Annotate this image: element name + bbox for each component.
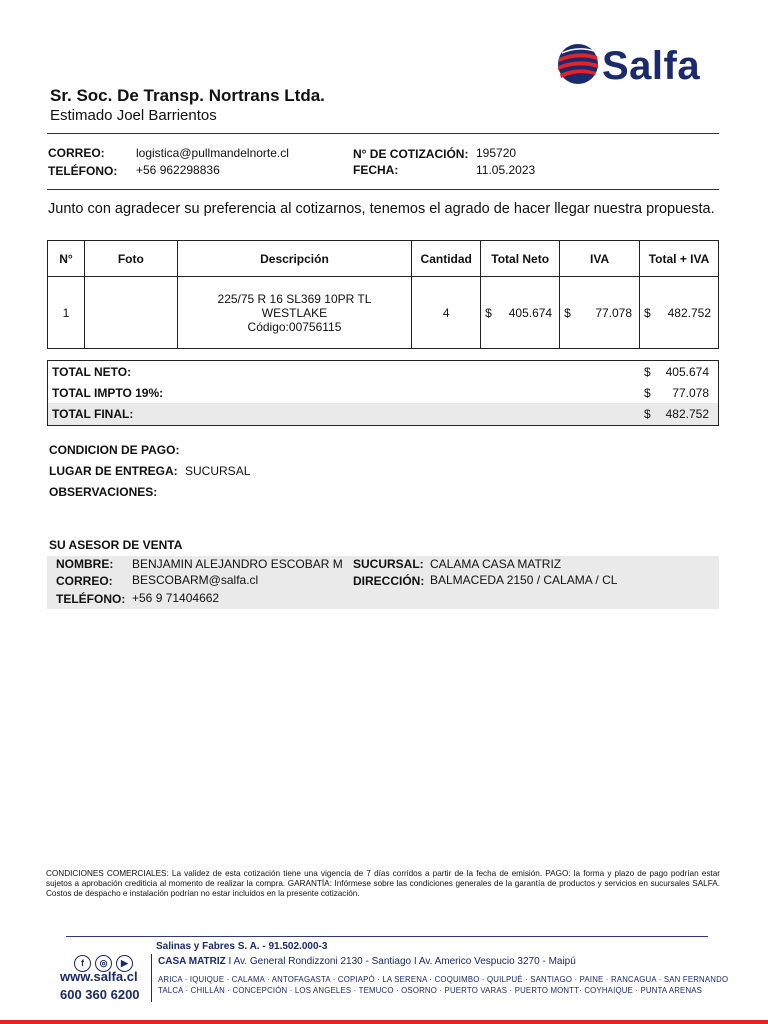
total-impto-row [48, 382, 718, 403]
footer-red-bar [0, 1020, 768, 1024]
cell-total-iva [640, 277, 719, 349]
neto-amount: 405.674 [508, 305, 553, 320]
total-impto-label: TOTAL IMPTO 19%: [52, 385, 164, 400]
totals-box [47, 360, 719, 426]
salfa-globe-icon [556, 42, 600, 86]
advisor-telefono-label: TELÉFONO: [56, 592, 126, 606]
currency-symbol: $ [644, 305, 651, 320]
advisor-nombre-label: NOMBRE: [56, 557, 114, 571]
cotizacion-label: N° DE COTIZACIÓN: [353, 147, 469, 161]
iva-amount: 77.078 [595, 305, 633, 320]
observaciones-label: OBSERVACIONES: [49, 485, 158, 499]
items-table [47, 240, 719, 349]
total-neto-value: 405.674 [665, 364, 709, 379]
divider [47, 133, 719, 134]
salfa-logo [556, 40, 716, 90]
cities-line: ARICA · IQUIQUE · CALAMA · ANTOFAGASTA · COPIAPÓ · LA SERENA · COQUIMBO · QUILPUÉ · SANTIAGO · PAINE · RANCAGUA · SAN FERNANDO [158, 975, 729, 984]
commercial-conditions: CONDICIONES COMERCIALES: La validez de esta cotización tiene una vigencia de 7 días corridos a partir de la fecha de emisión. PAGO: la forma y plazo de pago podrían estar sujetos a aprobación crediticia al momento de realizar la compra. GARANTÍA: Infórmese sobre las condiciones generales de la garantía de productos y servicios en sucursales SALFA. Costos de despacho e instalación podrían no estar incluidos en la presente cotización. [46, 869, 720, 898]
advisor-box [47, 556, 719, 609]
desc-line: 225/75 R 16 SL369 10PR TL [217, 291, 372, 306]
table-header-row [48, 241, 719, 277]
total-final-label: TOTAL FINAL: [52, 407, 134, 421]
observaciones [49, 485, 157, 499]
company-legal: Salinas y Fabres S. A. - 91.502.000-3 [156, 941, 328, 952]
telefono-value: +56 962298836 [136, 163, 220, 177]
casa-matriz-text: I Av. General Rondizzoni 2130 - Santiago I Av. Americo Vespucio 3270 - Maipú [225, 956, 576, 967]
footer-divider [66, 936, 708, 937]
total-final-row [48, 403, 718, 425]
correo-value: logistica@pullmandelnorte.cl [136, 146, 289, 160]
col-header-cantidad: Cantidad [412, 241, 481, 277]
advisor-direccion-value: BALMACEDA 2150 / CALAMA / CL [430, 573, 618, 587]
cotizacion-value: 195720 [476, 146, 517, 160]
fecha-value: 11.05.2023 [476, 163, 536, 177]
condicion-pago [49, 443, 179, 457]
cell-iva [560, 277, 640, 349]
facebook-icon[interactable]: f [74, 955, 91, 972]
fecha-label: FECHA: [353, 163, 399, 177]
desc-code: Código:00756115 [247, 319, 342, 334]
condicion-pago-label: CONDICION DE PAGO: [49, 443, 180, 457]
lugar-entrega-value: SUCURSAL [185, 464, 251, 478]
cell-descripcion [177, 277, 412, 349]
company-name: Sr. Soc. De Transp. Nortrans Ltda. [50, 86, 325, 105]
currency-symbol: $ [485, 305, 492, 320]
footer-vertical-divider [151, 954, 152, 1002]
advisor-correo-value: BESCOBARM@salfa.cl [132, 573, 259, 587]
greeting: Estimado Joel Barrientos [50, 107, 217, 124]
instagram-icon[interactable]: ◎ [95, 955, 112, 972]
advisor-title: SU ASESOR DE VENTA [49, 538, 183, 552]
currency-symbol: $ [644, 364, 651, 379]
advisor-direccion-label: DIRECCIÓN: [353, 574, 425, 588]
total-amount: 482.752 [667, 305, 711, 320]
currency-symbol: $ [644, 385, 651, 400]
col-header-total-neto: Total Neto [481, 241, 560, 277]
intro-text: Junto con agradecer su preferencia al cotizarnos, tenemos el agrado de hacer llegar nuestra propuesta. [48, 201, 715, 217]
cell-n: 1 [48, 277, 85, 349]
lugar-entrega [49, 464, 250, 478]
col-header-foto: Foto [84, 241, 177, 277]
table-row [48, 277, 719, 349]
currency-symbol: $ [564, 305, 571, 320]
col-header-n: N° [48, 241, 85, 277]
desc-line: WESTLAKE [261, 305, 328, 320]
divider [47, 189, 719, 190]
brand-name: Salfa [602, 44, 701, 88]
advisor-nombre-value: BENJAMIN ALEJANDRO ESCOBAR M [132, 557, 343, 571]
advisor-telefono-value: +56 9 71404662 [132, 591, 220, 605]
telefono-label: TELÉFONO: [48, 164, 118, 178]
cell-cantidad: 4 [412, 277, 481, 349]
cities-line: TALCA · CHILLÁN · CONCEPCIÓN · LOS ANGELES · TEMUCO · OSORNO · PUERTO VARAS · PUERTO MONTT· COYHAIQUE · PUNTA ARENAS [158, 986, 703, 995]
lugar-entrega-label: LUGAR DE ENTREGA: [49, 464, 178, 478]
currency-symbol: $ [644, 407, 651, 421]
col-header-iva: IVA [560, 241, 640, 277]
advisor-correo-label: CORREO: [56, 574, 113, 588]
youtube-icon[interactable]: ▶ [116, 955, 133, 972]
casa-matriz-label: CASA MATRIZ [158, 956, 226, 967]
advisor-sucursal-value: CALAMA CASA MATRIZ [430, 557, 562, 571]
cell-foto [84, 277, 177, 349]
website-link[interactable]: www.salfa.cl [60, 969, 138, 984]
correo-label: CORREO: [48, 146, 105, 160]
total-neto-label: TOTAL NETO: [52, 364, 132, 379]
col-header-total-iva: Total + IVA [640, 241, 719, 277]
total-impto-value: 77.078 [672, 385, 709, 400]
cell-total-neto [481, 277, 560, 349]
casa-matriz [158, 956, 576, 967]
total-final-value: 482.752 [665, 407, 709, 421]
col-header-descripcion: Descripción [177, 241, 412, 277]
phone-number: 600 360 6200 [60, 987, 140, 1002]
total-neto-row [48, 361, 718, 382]
advisor-sucursal-label: SUCURSAL: [353, 557, 424, 571]
